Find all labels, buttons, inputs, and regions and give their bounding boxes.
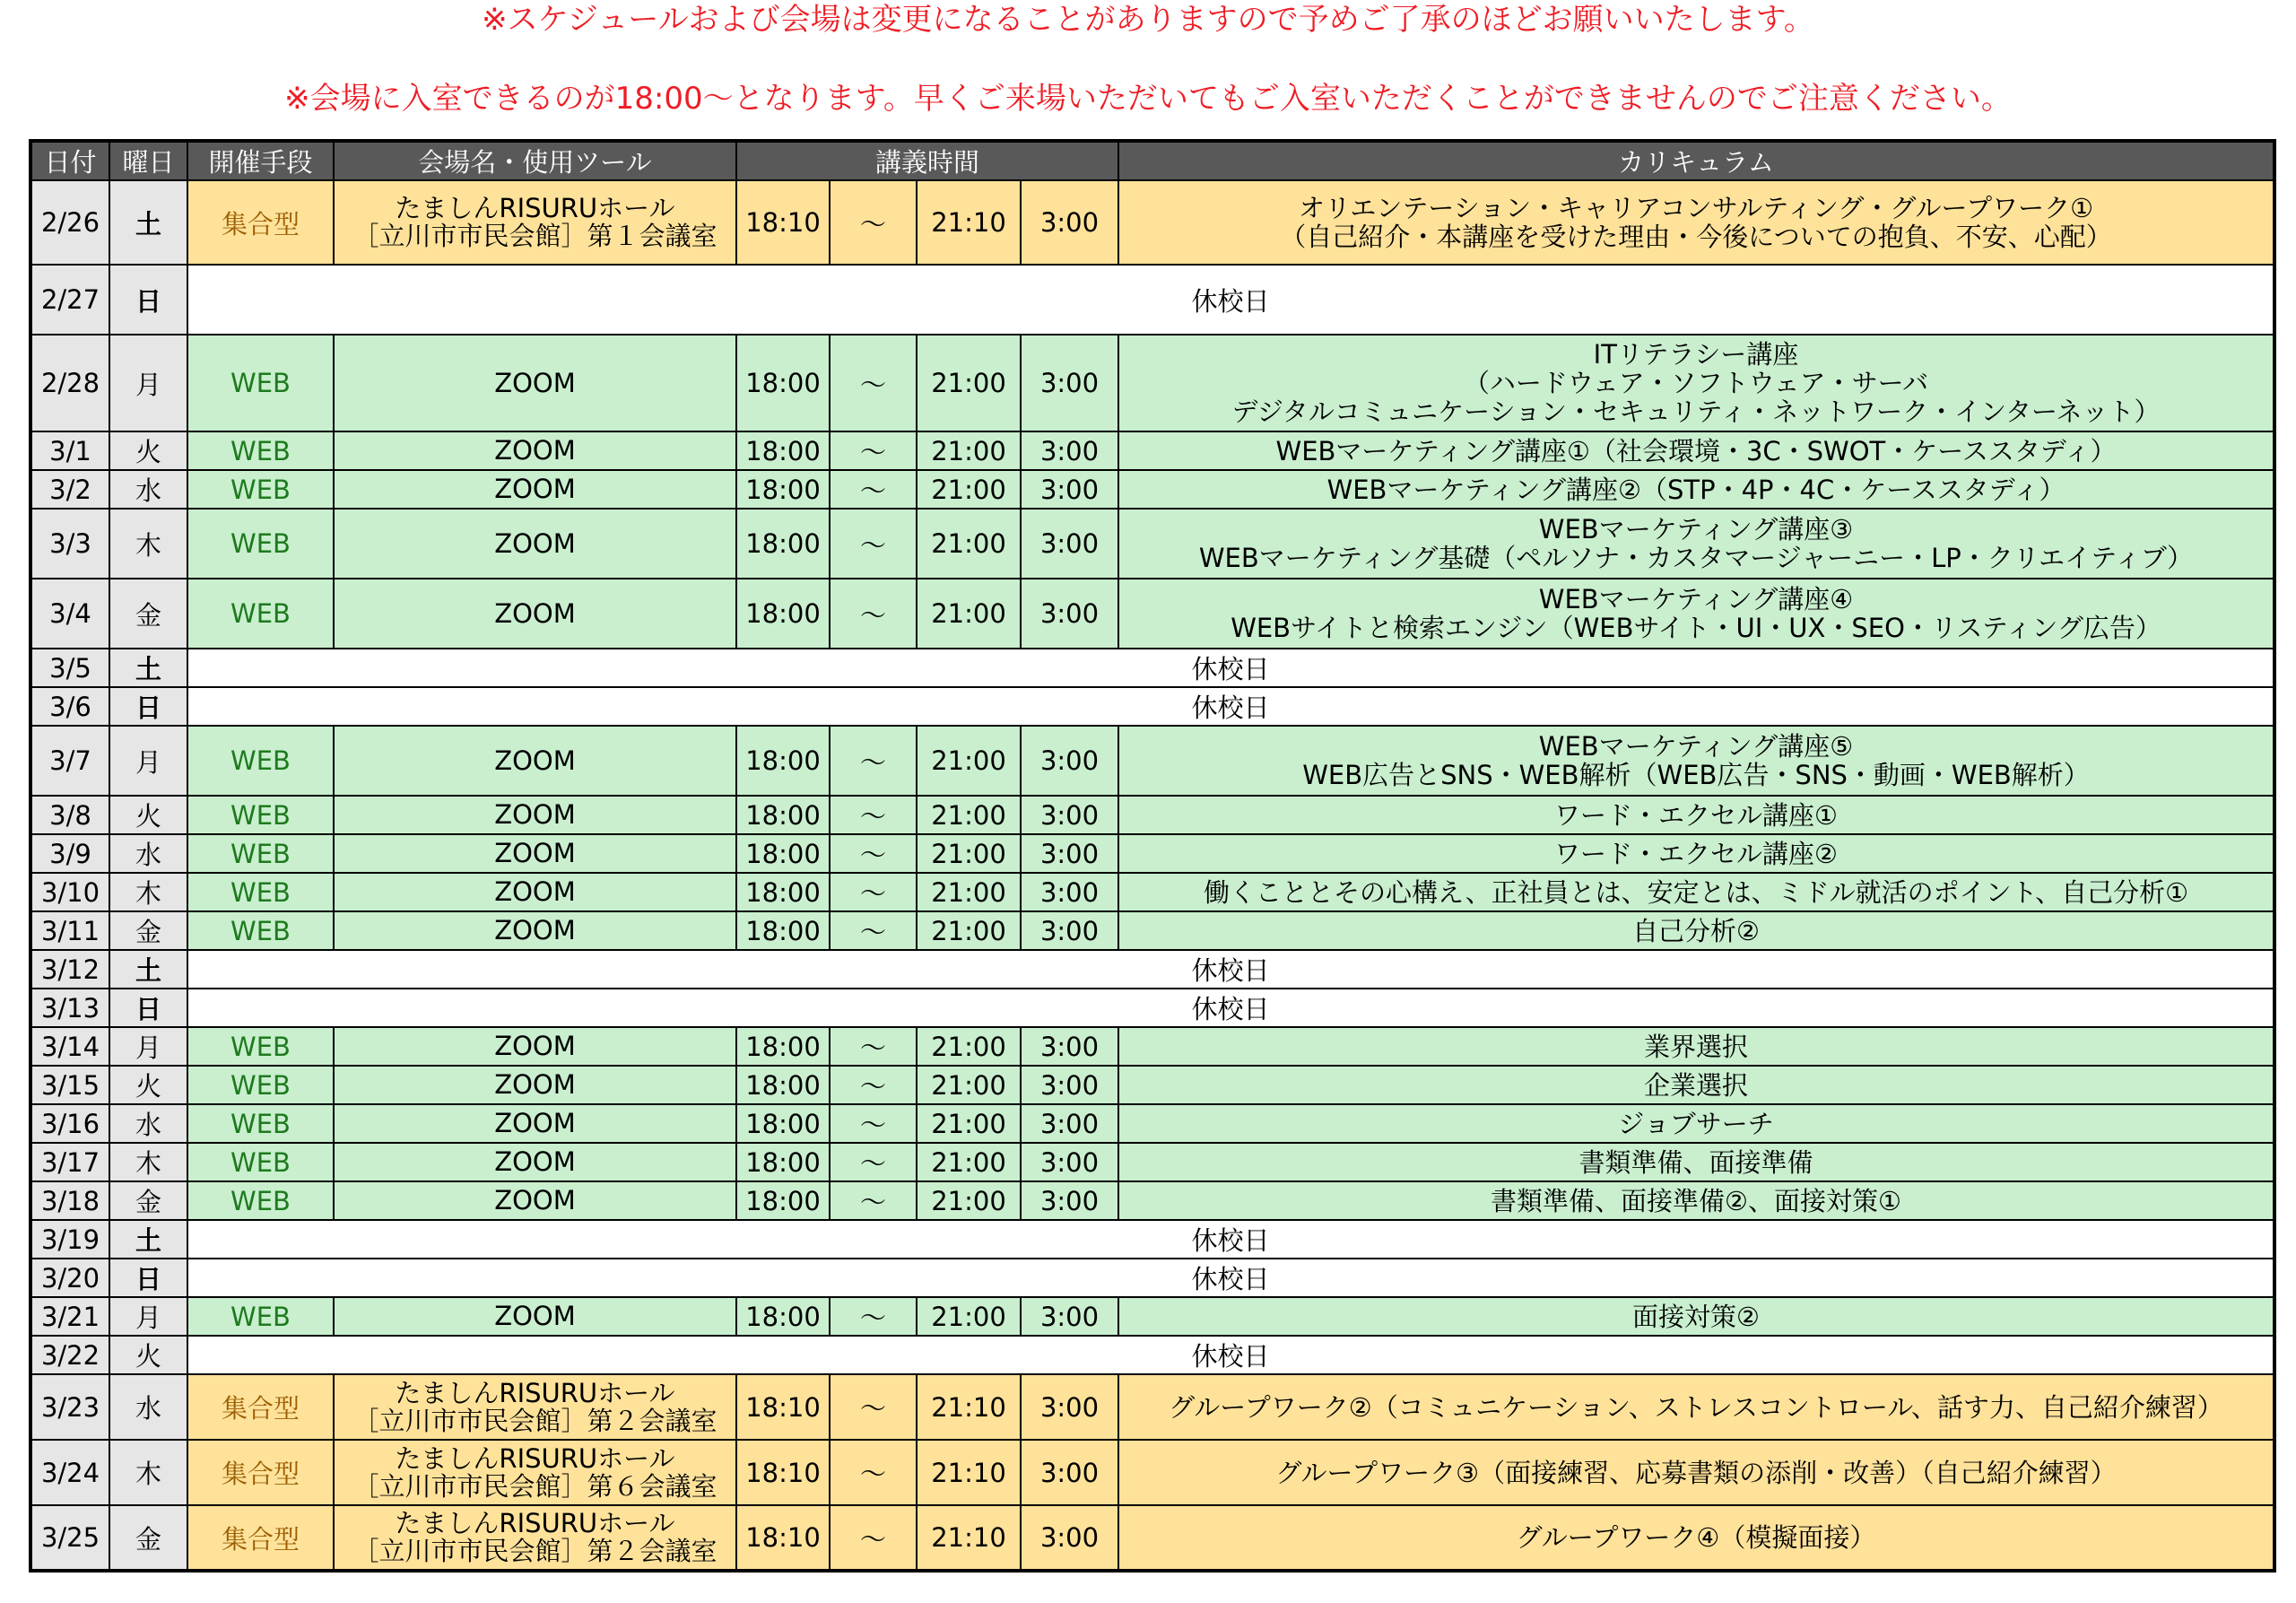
end-time-cell: 21:00 [917, 873, 1021, 911]
time-separator-cell: ～ [830, 470, 917, 509]
venue-cell [334, 1104, 736, 1143]
venue-cell [334, 796, 736, 834]
lecture-row [30, 335, 2274, 431]
date-cell: 3/2 [30, 470, 109, 509]
curriculum-line: （ハードウェア・ソフトウェア・サーバ [1463, 368, 1929, 398]
holiday-row [30, 1259, 2274, 1297]
start-time-cell: 18:10 [736, 1374, 830, 1440]
date-cell: 3/18 [30, 1181, 109, 1220]
time-separator-cell: ～ [830, 726, 917, 796]
time-separator-cell: ～ [830, 180, 917, 265]
curriculum-cell [1118, 509, 2274, 579]
duration-cell: 3:00 [1021, 509, 1118, 579]
day-of-week-cell: 火 [109, 1066, 187, 1104]
day-of-week-cell: 土 [109, 649, 187, 687]
time-separator-cell: ～ [830, 834, 917, 873]
venue-line: ZOOM [494, 876, 576, 907]
venue-cell [334, 1297, 736, 1336]
duration-cell: 3:00 [1021, 1297, 1118, 1336]
venue-line: ZOOM [494, 838, 576, 868]
venue-cell [334, 873, 736, 911]
venue-cell [334, 1505, 736, 1571]
curriculum-line: オリエンテーション・キャリアコンサルティング・グループワーク① [1298, 193, 2094, 223]
lecture-row [30, 1297, 2274, 1336]
curriculum-cell [1118, 431, 2274, 470]
lecture-row [30, 470, 2274, 509]
venue-cell [334, 431, 736, 470]
duration-cell: 3:00 [1021, 470, 1118, 509]
curriculum-cell [1118, 1374, 2274, 1440]
date-cell: 3/16 [30, 1104, 109, 1143]
time-separator-cell: ～ [830, 1505, 917, 1571]
start-time-cell: 18:00 [736, 1066, 830, 1104]
curriculum-line: WEBマーケティング講座②（STP・4P・4C・ケーススタディ） [1326, 474, 2066, 505]
holiday-cell: 休校日 [187, 265, 2274, 335]
curriculum-cell [1118, 335, 2274, 431]
day-of-week-cell: 水 [109, 470, 187, 509]
header-day-of-week: 曜日 [109, 141, 187, 180]
duration-cell: 3:00 [1021, 1440, 1118, 1505]
venue-line: ［立川市市民会館］第１会議室 [352, 221, 718, 251]
venue-cell [334, 180, 736, 265]
lecture-row [30, 1505, 2274, 1571]
day-of-week-cell: 土 [109, 950, 187, 989]
lecture-row [30, 726, 2274, 796]
method-cell: WEB [187, 1181, 334, 1220]
lecture-row [30, 1181, 2274, 1220]
end-time-cell: 21:00 [917, 1181, 1021, 1220]
day-of-week-cell: 水 [109, 834, 187, 873]
curriculum-line: グループワーク④（模擬面接） [1516, 1522, 1876, 1553]
duration-cell: 3:00 [1021, 873, 1118, 911]
method-cell: WEB [187, 726, 334, 796]
start-time-cell: 18:00 [736, 1104, 830, 1143]
start-time-cell: 18:00 [736, 470, 830, 509]
start-time-cell: 18:00 [736, 1143, 830, 1181]
duration-cell: 3:00 [1021, 834, 1118, 873]
holiday-row [30, 950, 2274, 989]
day-of-week-cell: 月 [109, 335, 187, 431]
method-cell: WEB [187, 335, 334, 431]
venue-line: ZOOM [494, 1108, 576, 1138]
duration-cell: 3:00 [1021, 911, 1118, 950]
venue-cell [334, 470, 736, 509]
end-time-cell: 21:00 [917, 1027, 1021, 1066]
curriculum-cell [1118, 834, 2274, 873]
venue-line: ［立川市市民会館］第２会議室 [352, 1405, 718, 1436]
lecture-row [30, 180, 2274, 265]
date-cell: 2/28 [30, 335, 109, 431]
curriculum-line: WEBマーケティング講座⑤ [1538, 731, 1854, 762]
curriculum-line: WEBマーケティング講座④ [1538, 584, 1854, 614]
end-time-cell: 21:00 [917, 726, 1021, 796]
curriculum-cell [1118, 470, 2274, 509]
venue-cell [334, 335, 736, 431]
holiday-cell: 休校日 [187, 1259, 2274, 1297]
day-of-week-cell: 火 [109, 796, 187, 834]
start-time-cell: 18:00 [736, 834, 830, 873]
end-time-cell: 21:10 [917, 1374, 1021, 1440]
holiday-row [30, 265, 2274, 335]
end-time-cell: 21:00 [917, 1143, 1021, 1181]
venue-line: ZOOM [494, 367, 576, 398]
holiday-cell: 休校日 [187, 1220, 2274, 1259]
time-separator-cell: ～ [830, 431, 917, 470]
end-time-cell: 21:00 [917, 470, 1021, 509]
date-cell: 3/4 [30, 579, 109, 649]
venue-line: ZOOM [494, 474, 576, 504]
curriculum-line: WEBマーケティング基礎（ペルソナ・カスタマージャーニー・LP・クリエイティブ） [1198, 543, 2194, 573]
date-cell: 3/21 [30, 1297, 109, 1336]
method-cell: 集合型 [187, 1505, 334, 1571]
curriculum-cell [1118, 1143, 2274, 1181]
date-cell: 3/15 [30, 1066, 109, 1104]
start-time-cell: 18:00 [736, 726, 830, 796]
venue-cell [334, 1066, 736, 1104]
duration-cell: 3:00 [1021, 726, 1118, 796]
time-separator-cell: ～ [830, 1374, 917, 1440]
venue-line: たましんRISURUホール [395, 193, 675, 223]
end-time-cell: 21:10 [917, 180, 1021, 265]
end-time-cell: 21:00 [917, 579, 1021, 649]
day-of-week-cell: 金 [109, 1181, 187, 1220]
venue-line: たましんRISURUホール [395, 1508, 675, 1538]
time-separator-cell: ～ [830, 873, 917, 911]
date-cell: 3/3 [30, 509, 109, 579]
holiday-cell: 休校日 [187, 989, 2274, 1027]
date-cell: 3/11 [30, 911, 109, 950]
start-time-cell: 18:10 [736, 1440, 830, 1505]
curriculum-cell [1118, 873, 2274, 911]
time-separator-cell: ～ [830, 509, 917, 579]
venue-cell [334, 1181, 736, 1220]
day-of-week-cell: 火 [109, 431, 187, 470]
day-of-week-cell: 水 [109, 1104, 187, 1143]
start-time-cell: 18:00 [736, 509, 830, 579]
method-cell: WEB [187, 509, 334, 579]
curriculum-line: 業界選択 [1644, 1031, 1749, 1062]
duration-cell: 3:00 [1021, 180, 1118, 265]
end-time-cell: 21:00 [917, 796, 1021, 834]
lecture-row [30, 873, 2274, 911]
venue-line: ［立川市市民会館］第２会議室 [352, 1536, 718, 1566]
curriculum-cell [1118, 796, 2274, 834]
schedule-table [29, 139, 2276, 1573]
curriculum-line: グループワーク②（コミュニケーション、ストレスコントロール、話す力、自己紹介練習） [1169, 1391, 2223, 1423]
date-cell: 3/20 [30, 1259, 109, 1297]
day-of-week-cell: 木 [109, 873, 187, 911]
venue-line: ZOOM [494, 435, 576, 466]
curriculum-cell [1118, 1181, 2274, 1220]
time-separator-cell: ～ [830, 1297, 917, 1336]
holiday-row [30, 649, 2274, 687]
curriculum-cell [1118, 1505, 2274, 1571]
curriculum-cell [1118, 180, 2274, 265]
curriculum-line: ワード・エクセル講座① [1554, 799, 1839, 831]
curriculum-cell [1118, 1066, 2274, 1104]
method-cell: WEB [187, 431, 334, 470]
curriculum-cell [1118, 911, 2274, 950]
time-separator-cell: ～ [830, 1143, 917, 1181]
time-separator-cell: ～ [830, 335, 917, 431]
date-cell: 3/8 [30, 796, 109, 834]
date-cell: 3/19 [30, 1220, 109, 1259]
venue-cell [334, 1374, 736, 1440]
start-time-cell: 18:00 [736, 796, 830, 834]
lecture-row [30, 1374, 2274, 1440]
holiday-row [30, 1336, 2274, 1374]
curriculum-line: WEB広告とSNS・WEB解析（WEB広告・SNS・動画・WEB解析） [1302, 760, 2090, 790]
header-venue-tool: 会場名・使用ツール [334, 141, 736, 180]
lecture-row [30, 1027, 2274, 1066]
duration-cell: 3:00 [1021, 1066, 1118, 1104]
venue-line: ZOOM [494, 799, 576, 830]
start-time-cell: 18:00 [736, 1181, 830, 1220]
lecture-row [30, 911, 2274, 950]
end-time-cell: 21:00 [917, 335, 1021, 431]
method-cell: WEB [187, 1297, 334, 1336]
date-cell: 3/14 [30, 1027, 109, 1066]
venue-cell [334, 1027, 736, 1066]
holiday-cell: 休校日 [187, 687, 2274, 726]
venue-line: ZOOM [494, 745, 576, 776]
start-time-cell: 18:00 [736, 579, 830, 649]
date-cell: 3/17 [30, 1143, 109, 1181]
venue-line: ZOOM [494, 1185, 576, 1215]
end-time-cell: 21:00 [917, 431, 1021, 470]
curriculum-cell [1118, 1027, 2274, 1066]
holiday-cell: 休校日 [187, 1336, 2274, 1374]
duration-cell: 3:00 [1021, 579, 1118, 649]
curriculum-cell [1118, 1440, 2274, 1505]
lecture-row [30, 579, 2274, 649]
curriculum-line: ジョブサーチ [1618, 1108, 1774, 1139]
venue-cell [334, 509, 736, 579]
end-time-cell: 21:10 [917, 1505, 1021, 1571]
curriculum-line: 働くこととその心構え、正社員とは、安定とは、ミドル就活のポイント、自己分析① [1203, 876, 2189, 908]
date-cell: 3/24 [30, 1440, 109, 1505]
venue-line: ZOOM [494, 527, 576, 559]
lecture-row [30, 1440, 2274, 1505]
date-cell: 3/12 [30, 950, 109, 989]
end-time-cell: 21:00 [917, 911, 1021, 950]
method-cell: WEB [187, 873, 334, 911]
venue-line: たましんRISURUホール [395, 1442, 675, 1474]
method-cell: WEB [187, 1066, 334, 1104]
method-cell: WEB [187, 796, 334, 834]
day-of-week-cell: 木 [109, 1440, 187, 1505]
time-separator-cell: ～ [830, 911, 917, 950]
lecture-row [30, 796, 2274, 834]
time-separator-cell: ～ [830, 1440, 917, 1505]
venue-line: ZOOM [494, 1301, 576, 1331]
curriculum-cell [1118, 1297, 2274, 1336]
date-cell: 3/23 [30, 1374, 109, 1440]
holiday-row [30, 1220, 2274, 1259]
day-of-week-cell: 月 [109, 1027, 187, 1066]
curriculum-line: 書類準備、面接準備 [1578, 1146, 1813, 1178]
lecture-row [30, 1143, 2274, 1181]
venue-line: ZOOM [494, 1146, 576, 1177]
duration-cell: 3:00 [1021, 1374, 1118, 1440]
time-separator-cell: ～ [830, 1181, 917, 1220]
curriculum-line: グループワーク③（面接練習、応募書類の添削・改善）（自己紹介練習） [1275, 1457, 2117, 1488]
day-of-week-cell: 月 [109, 726, 187, 796]
time-separator-cell: ～ [830, 1066, 917, 1104]
venue-cell [334, 579, 736, 649]
end-time-cell: 21:00 [917, 1297, 1021, 1336]
date-cell: 3/25 [30, 1505, 109, 1571]
venue-cell [334, 1143, 736, 1181]
header-method: 開催手段 [187, 141, 334, 180]
method-cell: WEB [187, 834, 334, 873]
date-cell: 3/22 [30, 1336, 109, 1374]
date-cell: 3/1 [30, 431, 109, 470]
curriculum-line: WEBマーケティング講座③ [1538, 514, 1854, 544]
curriculum-line: 書類準備、面接準備②、面接対策① [1491, 1185, 1902, 1216]
day-of-week-cell: 火 [109, 1336, 187, 1374]
venue-line: ［立川市市民会館］第６会議室 [352, 1470, 718, 1502]
duration-cell: 3:00 [1021, 431, 1118, 470]
curriculum-line: ワード・エクセル講座② [1554, 838, 1839, 869]
start-time-cell: 18:10 [736, 1505, 830, 1571]
venue-line: ZOOM [494, 1031, 576, 1061]
venue-cell [334, 911, 736, 950]
day-of-week-cell: 金 [109, 579, 187, 649]
date-cell: 3/5 [30, 649, 109, 687]
method-cell: 集合型 [187, 1440, 334, 1505]
method-cell: WEB [187, 1027, 334, 1066]
curriculum-line: （自己紹介・本講座を受けた理由・今後についての抱負、不安、心配） [1280, 222, 2112, 252]
header-date: 日付 [30, 141, 109, 180]
method-cell: WEB [187, 911, 334, 950]
date-cell: 2/27 [30, 265, 109, 335]
day-of-week-cell: 日 [109, 265, 187, 335]
venue-line: ZOOM [494, 915, 576, 945]
curriculum-cell [1118, 579, 2274, 649]
start-time-cell: 18:00 [736, 335, 830, 431]
method-cell: 集合型 [187, 1374, 334, 1440]
end-time-cell: 21:00 [917, 509, 1021, 579]
venue-line: ZOOM [494, 597, 576, 629]
day-of-week-cell: 日 [109, 1259, 187, 1297]
method-cell: WEB [187, 1143, 334, 1181]
venue-cell [334, 1440, 736, 1505]
duration-cell: 3:00 [1021, 1181, 1118, 1220]
notice-schedule-change: ※スケジュールおよび会場は変更になることがありますので予めご了承のほどお願いいたします。 [482, 2, 1814, 38]
date-cell: 2/26 [30, 180, 109, 265]
holiday-row [30, 687, 2274, 726]
lecture-row [30, 834, 2274, 873]
day-of-week-cell: 木 [109, 1143, 187, 1181]
method-cell: WEB [187, 1104, 334, 1143]
duration-cell: 3:00 [1021, 1027, 1118, 1066]
holiday-row [30, 989, 2274, 1027]
duration-cell: 3:00 [1021, 1505, 1118, 1571]
header-row [30, 141, 2274, 180]
notice-entry-time: ※会場に入室できるのが18:00～となります。早くご来場いただいてもご入室いただくことができませんのでご注意ください。 [284, 81, 2012, 117]
holiday-cell: 休校日 [187, 649, 2274, 687]
curriculum-line: 自己分析② [1632, 915, 1761, 946]
duration-cell: 3:00 [1021, 1104, 1118, 1143]
date-cell: 3/13 [30, 989, 109, 1027]
end-time-cell: 21:00 [917, 1066, 1021, 1104]
day-of-week-cell: 土 [109, 180, 187, 265]
end-time-cell: 21:10 [917, 1440, 1021, 1505]
holiday-cell: 休校日 [187, 950, 2274, 989]
duration-cell: 3:00 [1021, 335, 1118, 431]
duration-cell: 3:00 [1021, 796, 1118, 834]
lecture-row [30, 431, 2274, 470]
day-of-week-cell: 木 [109, 509, 187, 579]
day-of-week-cell: 日 [109, 687, 187, 726]
method-cell: WEB [187, 579, 334, 649]
header-curriculum: カリキュラム [1118, 141, 2274, 180]
day-of-week-cell: 金 [109, 911, 187, 950]
curriculum-cell [1118, 726, 2274, 796]
date-cell: 3/9 [30, 834, 109, 873]
start-time-cell: 18:00 [736, 1297, 830, 1336]
time-separator-cell: ～ [830, 1104, 917, 1143]
curriculum-line: 面接対策② [1632, 1301, 1761, 1332]
curriculum-line: WEBマーケティング講座①（社会環境・3C・SWOT・ケーススタディ） [1275, 435, 2117, 466]
method-cell: WEB [187, 470, 334, 509]
venue-line: ZOOM [494, 1069, 576, 1100]
start-time-cell: 18:00 [736, 431, 830, 470]
lecture-row [30, 1104, 2274, 1143]
duration-cell: 3:00 [1021, 1143, 1118, 1181]
time-separator-cell: ～ [830, 1027, 917, 1066]
date-cell: 3/6 [30, 687, 109, 726]
curriculum-cell [1118, 1104, 2274, 1143]
date-cell: 3/7 [30, 726, 109, 796]
date-cell: 3/10 [30, 873, 109, 911]
day-of-week-cell: 日 [109, 989, 187, 1027]
header-lecture-time: 講義時間 [736, 141, 1118, 180]
day-of-week-cell: 金 [109, 1505, 187, 1571]
curriculum-line: デジタルコミュニケーション・セキュリティ・ネットワーク・インターネット） [1231, 396, 2161, 427]
lecture-row [30, 509, 2274, 579]
venue-cell [334, 726, 736, 796]
curriculum-line: WEBサイトと検索エンジン（WEBサイト・UI・UX・SEO・リスティング広告） [1231, 613, 2161, 643]
day-of-week-cell: 土 [109, 1220, 187, 1259]
day-of-week-cell: 月 [109, 1297, 187, 1336]
venue-cell [334, 834, 736, 873]
venue-line: たましんRISURUホール [395, 1377, 675, 1408]
end-time-cell: 21:00 [917, 1104, 1021, 1143]
method-cell: 集合型 [187, 180, 334, 265]
time-separator-cell: ～ [830, 579, 917, 649]
start-time-cell: 18:10 [736, 180, 830, 265]
end-time-cell: 21:00 [917, 834, 1021, 873]
start-time-cell: 18:00 [736, 911, 830, 950]
curriculum-line: 企業選択 [1644, 1069, 1749, 1101]
day-of-week-cell: 水 [109, 1374, 187, 1440]
curriculum-line: ITリテラシー講座 [1593, 339, 1799, 370]
lecture-row [30, 1066, 2274, 1104]
time-separator-cell: ～ [830, 796, 917, 834]
start-time-cell: 18:00 [736, 1027, 830, 1066]
start-time-cell: 18:00 [736, 873, 830, 911]
